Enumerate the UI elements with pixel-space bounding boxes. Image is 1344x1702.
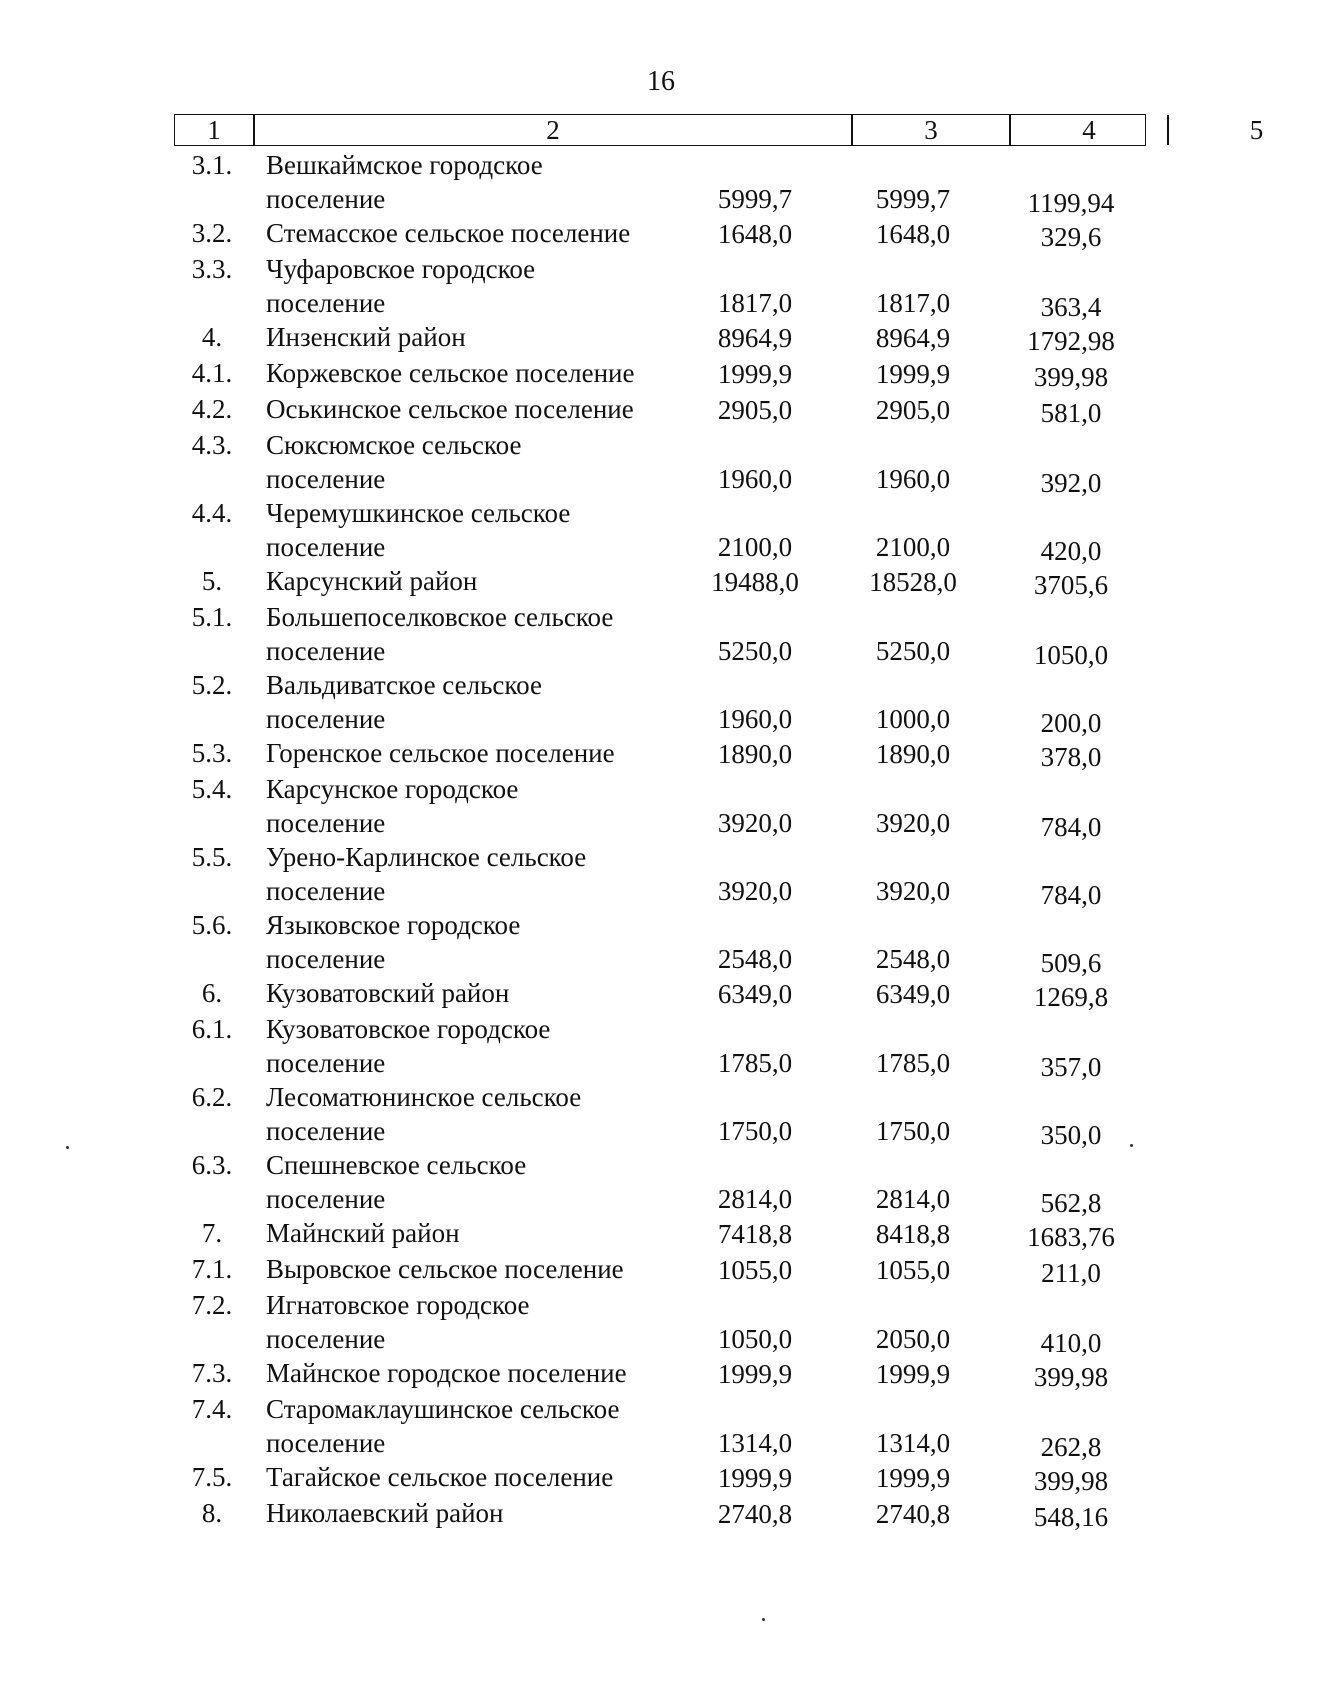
value-col-3: 1999,9: [717, 1463, 793, 1493]
value-col-5: 1269,8: [1033, 982, 1109, 1012]
row-name: Игнатовское городское: [266, 1290, 530, 1320]
value-col-5: 784,0: [1040, 812, 1102, 842]
value-col-3: 1999,9: [717, 359, 793, 389]
row-number: 3.1.: [191, 150, 233, 180]
table-row: [0, 564, 1200, 600]
row-name: Инзенский район: [266, 322, 466, 352]
value-col-5: 562,8: [1040, 1188, 1102, 1218]
value-col-4: 2100,0: [875, 532, 951, 562]
value-col-5: 200,0: [1040, 708, 1102, 738]
row-name: Николаевский район: [266, 1498, 504, 1528]
value-col-4: 1750,0: [875, 1116, 951, 1146]
table-row: [0, 496, 1200, 564]
table-row: [0, 908, 1200, 976]
table-row: [0, 252, 1200, 320]
table-row: [0, 736, 1200, 772]
row-number: 5.: [201, 566, 223, 596]
value-col-3: 2814,0: [717, 1184, 793, 1214]
row-name-continued: поселение: [266, 704, 386, 734]
table-row: [0, 356, 1200, 392]
value-col-5: 1050,0: [1033, 640, 1109, 670]
value-col-4: 2905,0: [875, 395, 951, 425]
row-name: Лесоматюнинское сельское: [266, 1082, 582, 1112]
table-row: [0, 1496, 1200, 1532]
table-row: [0, 1148, 1200, 1216]
value-col-3: 2548,0: [717, 944, 793, 974]
row-name: Спешневское сельское: [266, 1150, 527, 1180]
value-col-5: 378,0: [1040, 742, 1102, 772]
row-name: Большепоселковское сельское: [266, 602, 614, 632]
row-name-continued: поселение: [266, 808, 386, 838]
table-row: [0, 600, 1200, 668]
table-row: [0, 1012, 1200, 1080]
value-col-5: 211,0: [1041, 1258, 1101, 1288]
table-row: [0, 668, 1200, 736]
row-number: 7.3.: [191, 1358, 233, 1388]
row-number: 5.4.: [191, 774, 233, 804]
value-col-5: 357,0: [1040, 1052, 1102, 1082]
row-number: 5.3.: [191, 738, 233, 768]
value-col-5: 784,0: [1040, 880, 1102, 910]
value-col-4: 8418,8: [875, 1219, 951, 1249]
value-col-3: 1314,0: [717, 1428, 793, 1458]
row-name: Кузоватовское городское: [266, 1014, 551, 1044]
row-number: 5.5.: [191, 842, 233, 872]
row-number: 7.: [201, 1218, 223, 1248]
row-number: 5.2.: [191, 670, 233, 700]
row-name-continued: поселение: [266, 1324, 386, 1354]
value-col-5: 399,98: [1033, 1466, 1109, 1496]
value-col-3: 2740,8: [717, 1499, 793, 1529]
row-name-continued: поселение: [266, 532, 386, 562]
value-col-4: 3920,0: [875, 876, 951, 906]
table-row: [0, 320, 1200, 356]
value-col-4: 3920,0: [875, 808, 951, 838]
value-col-3: 1050,0: [717, 1324, 793, 1354]
row-number: 6.1.: [191, 1014, 233, 1044]
value-col-5: 581,0: [1040, 398, 1102, 428]
row-number: 7.5.: [191, 1462, 233, 1492]
row-name: Вешкаймское городское: [266, 150, 543, 180]
table-row: [0, 1252, 1200, 1288]
value-col-4: 5999,7: [875, 184, 951, 214]
value-col-3: 7418,8: [717, 1219, 793, 1249]
row-number: 4.1.: [191, 358, 233, 388]
value-col-4: 1000,0: [875, 704, 951, 734]
value-col-3: 1055,0: [717, 1255, 793, 1285]
table-row: [0, 976, 1200, 1012]
value-col-3: 1960,0: [717, 464, 793, 494]
table-row: [0, 148, 1200, 216]
row-name-continued: поселение: [266, 944, 386, 974]
header-col-1: 1: [207, 115, 221, 145]
row-name: Вальдиватское сельское: [266, 670, 542, 700]
value-col-3: 3920,0: [717, 808, 793, 838]
row-name: Кузоватовский район: [266, 978, 510, 1008]
value-col-4: 1999,9: [875, 359, 951, 389]
value-col-3: 5999,7: [717, 184, 793, 214]
value-col-4: 1960,0: [875, 464, 951, 494]
value-col-5: 399,98: [1033, 1362, 1109, 1392]
value-col-3: 3920,0: [717, 876, 793, 906]
row-name: Тагайское сельское поселение: [266, 1462, 614, 1492]
row-name: Карсунский район: [266, 566, 478, 596]
row-name: Стемасское сельское поселение: [266, 218, 631, 248]
value-col-5: 1683,76: [1027, 1222, 1115, 1252]
row-name-continued: поселение: [266, 636, 386, 666]
value-col-3: 2905,0: [717, 395, 793, 425]
row-name: Горенское сельское поселение: [266, 738, 615, 768]
value-col-4: 1999,9: [875, 1463, 951, 1493]
value-col-4: 2740,8: [875, 1499, 951, 1529]
row-number: 4.4.: [191, 498, 233, 528]
value-col-4: 2814,0: [875, 1184, 951, 1214]
value-col-5: 410,0: [1040, 1328, 1102, 1358]
row-number: 7.2.: [191, 1290, 233, 1320]
header-col-4: 4: [1082, 115, 1096, 145]
row-name: Урено-Карлинское сельское: [266, 842, 587, 872]
row-number: 3.3.: [191, 254, 233, 284]
row-name: Выровское сельское поселение: [266, 1254, 624, 1284]
value-col-3: 1999,9: [717, 1359, 793, 1389]
value-col-4: 1817,0: [875, 288, 951, 318]
value-col-5: 420,0: [1040, 536, 1102, 566]
table-row: [0, 1356, 1200, 1392]
row-name: Оськинское сельское поселение: [266, 394, 634, 424]
value-col-3: 6349,0: [717, 979, 793, 1009]
scan-speck: [66, 1146, 69, 1149]
value-col-4: 8964,9: [875, 323, 951, 353]
row-number: 4.2.: [191, 394, 233, 424]
value-col-4: 1055,0: [875, 1255, 951, 1285]
value-col-3: 1750,0: [717, 1116, 793, 1146]
row-name: Старомаклаушинское сельское: [266, 1394, 620, 1424]
value-col-5: 329,6: [1040, 222, 1102, 252]
value-col-5: 262,8: [1040, 1432, 1102, 1462]
value-col-5: 1199,94: [1027, 188, 1115, 218]
row-name-continued: поселение: [266, 1184, 386, 1214]
value-col-4: 1314,0: [875, 1428, 951, 1458]
value-col-4: 1999,9: [875, 1359, 951, 1389]
row-name-continued: поселение: [266, 464, 386, 494]
row-number: 5.1.: [191, 602, 233, 632]
header-col-2: 2: [546, 115, 560, 145]
table-body: [0, 148, 1200, 1532]
value-col-4: 1890,0: [875, 739, 951, 769]
value-col-5: 509,6: [1040, 948, 1102, 978]
value-col-5: 548,16: [1033, 1502, 1109, 1532]
value-col-5: 3705,6: [1033, 570, 1109, 600]
value-col-3: 2100,0: [717, 532, 793, 562]
row-name: Чуфаровское городское: [266, 254, 536, 284]
row-number: 6.2.: [191, 1082, 233, 1112]
value-col-5: 1792,98: [1027, 326, 1115, 356]
row-name: Майнский район: [266, 1218, 460, 1248]
row-number: 8.: [201, 1498, 223, 1528]
value-col-4: 5250,0: [875, 636, 951, 666]
value-col-4: 2050,0: [875, 1324, 951, 1354]
value-col-3: 1960,0: [717, 704, 793, 734]
row-name-continued: поселение: [266, 876, 386, 906]
row-number: 4.3.: [191, 430, 233, 460]
row-name: Карсунское городское: [266, 774, 519, 804]
row-number: 4.: [201, 322, 223, 352]
row-name: Языковское городское: [266, 910, 521, 940]
row-name: Коржевское сельское поселение: [266, 358, 635, 388]
value-col-5: 350,0: [1040, 1120, 1102, 1150]
value-col-4: 18528,0: [869, 567, 957, 597]
row-number: 5.6.: [191, 910, 233, 940]
page-number: 16: [647, 66, 675, 97]
row-name: Сюксюмское сельское: [266, 430, 522, 460]
value-col-5: 392,0: [1040, 468, 1102, 498]
value-col-3: 1648,0: [717, 219, 793, 249]
row-number: 6.: [201, 978, 223, 1008]
scan-speck: [1130, 1144, 1133, 1147]
row-name: Майнское городское поселение: [266, 1358, 627, 1388]
row-name-continued: поселение: [266, 1048, 386, 1078]
table-row: [0, 1460, 1200, 1496]
value-col-3: 1817,0: [717, 288, 793, 318]
value-col-3: 1785,0: [717, 1048, 793, 1078]
table-row: [0, 1392, 1200, 1460]
table-row: [0, 1216, 1200, 1252]
value-col-4: 2548,0: [875, 944, 951, 974]
value-col-5: 363,4: [1040, 292, 1102, 322]
value-col-4: 1785,0: [875, 1048, 951, 1078]
scan-speck: [762, 1618, 765, 1621]
row-number: 6.3.: [191, 1150, 233, 1180]
value-col-3: 8964,9: [717, 323, 793, 353]
row-name: Черемушкинское сельское: [266, 498, 571, 528]
table-row: [0, 392, 1200, 428]
value-col-3: 5250,0: [717, 636, 793, 666]
table-row: [0, 1288, 1200, 1356]
row-name-continued: поселение: [266, 288, 386, 318]
table-row: [0, 772, 1200, 840]
row-number: 3.2.: [191, 218, 233, 248]
row-name-continued: поселение: [266, 1116, 386, 1146]
table-row: [0, 1080, 1200, 1148]
row-name-continued: поселение: [266, 184, 386, 214]
value-col-3: 19488,0: [711, 567, 799, 597]
table-row: [0, 428, 1200, 496]
row-number: 7.4.: [191, 1394, 233, 1424]
value-col-3: 1890,0: [717, 739, 793, 769]
value-col-4: 1648,0: [875, 219, 951, 249]
header-col-5: 5: [1249, 115, 1264, 145]
value-col-4: 6349,0: [875, 979, 951, 1009]
value-col-5: 399,98: [1033, 362, 1109, 392]
table-header: [174, 114, 1264, 146]
table-row: [0, 840, 1200, 908]
row-name-continued: поселение: [266, 1428, 386, 1458]
header-col-3: 3: [924, 115, 938, 145]
row-number: 7.1.: [191, 1254, 233, 1284]
table-row: [0, 216, 1200, 252]
